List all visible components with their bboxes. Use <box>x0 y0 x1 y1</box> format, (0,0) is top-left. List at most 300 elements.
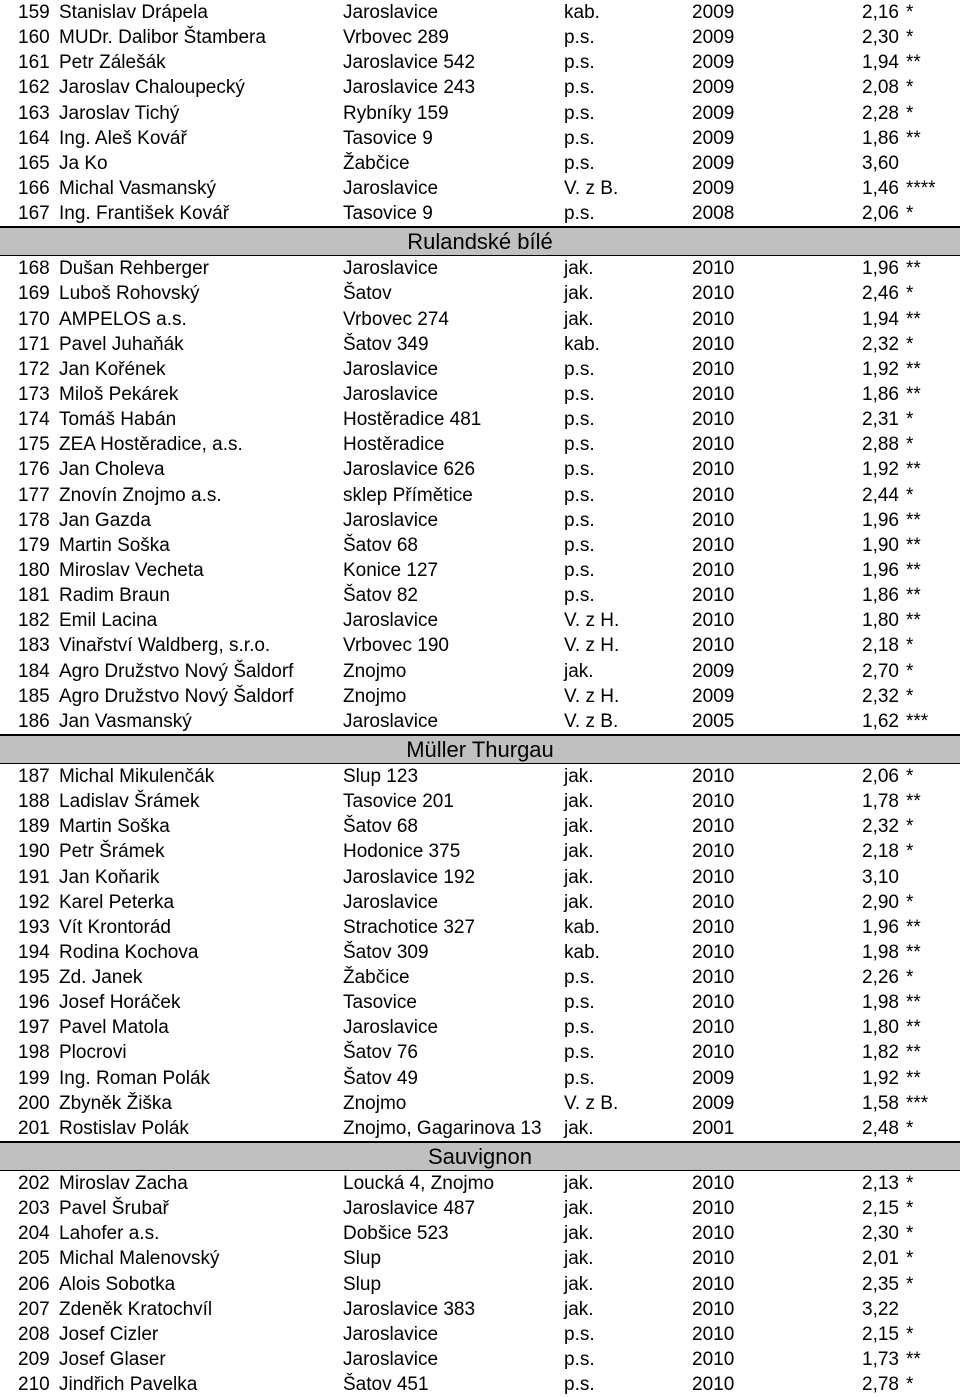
producer-name: Ing. František Kovář <box>59 203 230 225</box>
entry-number: 177 <box>18 484 50 506</box>
producer-name: Michal Mikulenčák <box>59 765 215 787</box>
rating-stars: * <box>906 1323 914 1345</box>
address: Strachotice 327 <box>343 916 476 938</box>
vintage-year: 2010 <box>692 916 735 938</box>
address: Vrbovec 190 <box>343 635 449 657</box>
vintage-year: 2010 <box>692 1198 735 1220</box>
score: 1,98 <box>862 941 899 963</box>
rating-stars: ** <box>906 52 921 74</box>
score: 2,13 <box>862 1173 899 1195</box>
vintage-year: 2010 <box>692 1042 735 1064</box>
address: Tasovice 201 <box>343 791 454 813</box>
entry-number: 182 <box>18 610 50 632</box>
category: kab. <box>564 916 600 938</box>
rating-stars: ** <box>906 559 921 581</box>
table-row <box>0 764 960 789</box>
table-row <box>0 151 960 176</box>
entry-number: 172 <box>18 358 50 380</box>
rating-stars: * <box>906 1248 914 1270</box>
vintage-year: 2005 <box>692 710 735 732</box>
category: p.s. <box>564 1042 595 1064</box>
producer-name: Jindřich Pavelka <box>59 1374 198 1396</box>
score: 1,80 <box>862 1017 899 1039</box>
address: Jaroslavice <box>343 1349 439 1371</box>
vintage-year: 2010 <box>692 434 735 456</box>
vintage-year: 2009 <box>692 660 735 682</box>
producer-name: Alois Sobotka <box>59 1273 176 1295</box>
category: V. z B. <box>564 710 619 732</box>
address: Jaroslavice <box>343 258 439 280</box>
table-row <box>0 256 960 281</box>
entry-number: 166 <box>18 177 50 199</box>
producer-name: Miroslav Zacha <box>59 1173 188 1195</box>
score: 2,31 <box>862 409 899 431</box>
producer-name: Josef Glaser <box>59 1349 166 1371</box>
category: V. z H. <box>564 610 620 632</box>
table-row <box>0 1040 960 1065</box>
rating-stars: * <box>906 967 914 989</box>
entry-number: 205 <box>18 1248 50 1270</box>
score: 1,46 <box>862 177 899 199</box>
score: 3,60 <box>862 152 899 174</box>
table-row <box>0 839 960 864</box>
producer-name: Jaroslav Tichý <box>59 102 180 124</box>
table-row <box>0 1015 960 1040</box>
address: Hostěradice <box>343 434 445 456</box>
score: 2,32 <box>862 685 899 707</box>
category: p.s. <box>564 358 595 380</box>
score: 2,06 <box>862 765 899 787</box>
category: jak. <box>564 1173 594 1195</box>
address: Znojmo <box>343 660 407 682</box>
vintage-year: 2010 <box>692 791 735 813</box>
section-header: Müller Thurgau <box>0 734 960 764</box>
entry-number: 188 <box>18 791 50 813</box>
address: Šatov 349 <box>343 333 429 355</box>
address: Jaroslavice <box>343 1017 439 1039</box>
entry-number: 198 <box>18 1042 50 1064</box>
entry-number: 209 <box>18 1349 50 1371</box>
category: p.s. <box>564 27 595 49</box>
vintage-year: 2010 <box>692 1017 735 1039</box>
entry-number: 200 <box>18 1092 50 1114</box>
address: Slup 123 <box>343 765 419 787</box>
address: Jaroslavice <box>343 383 439 405</box>
category: jak. <box>564 1273 594 1295</box>
vintage-year: 2010 <box>692 765 735 787</box>
score: 1,96 <box>862 509 899 531</box>
address: Jaroslavice <box>343 610 439 632</box>
score: 2,26 <box>862 967 899 989</box>
vintage-year: 2010 <box>692 1374 735 1396</box>
rating-stars: ** <box>906 1042 921 1064</box>
table-row <box>0 1372 960 1397</box>
vintage-year: 2010 <box>692 967 735 989</box>
producer-name: Jan Gazda <box>59 509 151 531</box>
category: V. z B. <box>564 1092 619 1114</box>
address: Hodonice 375 <box>343 841 461 863</box>
category: p.s. <box>564 534 595 556</box>
entry-number: 159 <box>18 2 50 23</box>
rating-stars: * <box>906 333 914 355</box>
entry-number: 169 <box>18 283 50 305</box>
vintage-year: 2010 <box>692 1323 735 1345</box>
score: 2,70 <box>862 660 899 682</box>
category: p.s. <box>564 559 595 581</box>
vintage-year: 2009 <box>692 1067 735 1089</box>
rating-stars: *** <box>906 1092 929 1114</box>
rating-stars: ** <box>906 941 921 963</box>
score: 3,22 <box>862 1298 899 1320</box>
address: Šatov 76 <box>343 1042 418 1064</box>
vintage-year: 2009 <box>692 52 735 74</box>
rating-stars: * <box>906 434 914 456</box>
score: 2,48 <box>862 1117 899 1139</box>
entry-number: 170 <box>18 308 50 330</box>
vintage-year: 2010 <box>692 509 735 531</box>
vintage-year: 2010 <box>692 610 735 632</box>
score: 2,01 <box>862 1248 899 1270</box>
rating-stars: ** <box>906 127 921 149</box>
category: V. z B. <box>564 177 619 199</box>
table-row <box>0 633 960 658</box>
category: p.s. <box>564 585 595 607</box>
category: p.s. <box>564 967 595 989</box>
vintage-year: 2009 <box>692 27 735 49</box>
table-row <box>0 201 960 226</box>
score: 1,96 <box>862 258 899 280</box>
rating-stars: ** <box>906 383 921 405</box>
producer-name: Radim Braun <box>59 585 170 607</box>
rating-stars: * <box>906 1198 914 1220</box>
producer-name: Karel Peterka <box>59 891 175 913</box>
producer-name: Agro Družstvo Nový Šaldorf <box>59 660 294 682</box>
category: jak. <box>564 866 594 888</box>
producer-name: Znovín Znojmo a.s. <box>59 484 222 506</box>
score: 2,08 <box>862 77 899 99</box>
vintage-year: 2010 <box>692 559 735 581</box>
rating-stars: ** <box>906 509 921 531</box>
entry-number: 192 <box>18 891 50 913</box>
table-row <box>0 1091 960 1116</box>
table-row <box>0 1322 960 1347</box>
vintage-year: 2009 <box>692 177 735 199</box>
category: p.s. <box>564 152 595 174</box>
table-row <box>0 1221 960 1246</box>
vintage-year: 2009 <box>692 1092 735 1114</box>
rating-stars: ** <box>906 791 921 813</box>
table-row <box>0 814 960 839</box>
score: 2,18 <box>862 635 899 657</box>
vintage-year: 2010 <box>692 1273 735 1295</box>
address: Jaroslavice <box>343 891 439 913</box>
address: Tasovice 9 <box>343 127 433 149</box>
producer-name: Pavel Matola <box>59 1017 169 1039</box>
address: Znojmo, Gagarinova 13 <box>343 1117 542 1139</box>
vintage-year: 2010 <box>692 459 735 481</box>
address: Jaroslavice <box>343 710 439 732</box>
table-row <box>0 659 960 684</box>
producer-name: Ing. Roman Polák <box>59 1067 211 1089</box>
producer-name: Pavel Šrubař <box>59 1198 169 1220</box>
table-row <box>0 25 960 50</box>
rating-stars: ** <box>906 585 921 607</box>
category: jak. <box>564 660 594 682</box>
category: p.s. <box>564 509 595 531</box>
address: Vrbovec 274 <box>343 308 449 330</box>
entry-number: 204 <box>18 1223 50 1245</box>
rating-stars: ** <box>906 610 921 632</box>
vintage-year: 2010 <box>692 409 735 431</box>
address: Vrbovec 289 <box>343 27 449 49</box>
category: jak. <box>564 765 594 787</box>
producer-name: Petr Šrámek <box>59 841 165 863</box>
vintage-year: 2010 <box>692 383 735 405</box>
score: 2,44 <box>862 484 899 506</box>
entry-number: 178 <box>18 509 50 531</box>
producer-name: Rodina Kochova <box>59 941 199 963</box>
producer-name: Michal Vasmanský <box>59 177 216 199</box>
table-row <box>0 508 960 533</box>
category: p.s. <box>564 434 595 456</box>
score: 1,86 <box>862 127 899 149</box>
producer-name: Petr Zálešák <box>59 52 166 74</box>
producer-name: Jan Koňarik <box>59 866 160 888</box>
entry-number: 206 <box>18 1273 50 1295</box>
score: 1,78 <box>862 791 899 813</box>
score: 2,78 <box>862 1374 899 1396</box>
score: 1,96 <box>862 559 899 581</box>
rating-stars: * <box>906 203 914 225</box>
table-row <box>0 789 960 814</box>
entry-number: 171 <box>18 333 50 355</box>
table-row <box>0 1246 960 1271</box>
table-row <box>0 307 960 332</box>
entry-number: 201 <box>18 1117 50 1139</box>
entry-number: 174 <box>18 409 50 431</box>
table-row <box>0 709 960 734</box>
table-row <box>0 0 960 25</box>
producer-name: Vinařství Waldberg, s.r.o. <box>59 635 271 657</box>
address: Šatov <box>343 283 392 305</box>
category: p.s. <box>564 1374 595 1396</box>
producer-name: Zdeněk Kratochvíl <box>59 1298 213 1320</box>
rating-stars: ** <box>906 1017 921 1039</box>
table-row <box>0 357 960 382</box>
table-row <box>0 176 960 201</box>
entry-number: 168 <box>18 258 50 280</box>
rating-stars: * <box>906 660 914 682</box>
vintage-year: 2010 <box>692 358 735 380</box>
entry-number: 195 <box>18 967 50 989</box>
entry-number: 173 <box>18 383 50 405</box>
vintage-year: 2001 <box>692 1117 735 1139</box>
rating-stars: ** <box>906 534 921 556</box>
producer-name: Josef Cizler <box>59 1323 159 1345</box>
producer-name: Ing. Aleš Kovář <box>59 127 187 149</box>
rating-stars: ** <box>906 916 921 938</box>
address: Rybníky 159 <box>343 102 449 124</box>
producer-name: Tomáš Habán <box>59 409 177 431</box>
producer-name: Jaroslav Chaloupecký <box>59 77 245 99</box>
rating-stars: * <box>906 1117 914 1139</box>
table-row <box>0 1116 960 1141</box>
table-row <box>0 865 960 890</box>
score: 1,96 <box>862 916 899 938</box>
category: jak. <box>564 308 594 330</box>
score: 2,15 <box>862 1323 899 1345</box>
section-header: Rulandské bílé <box>0 226 960 256</box>
table-row <box>0 1272 960 1297</box>
section-header: Sauvignon <box>0 1141 960 1171</box>
rating-stars: * <box>906 283 914 305</box>
score: 2,46 <box>862 283 899 305</box>
address: Jaroslavice <box>343 177 439 199</box>
vintage-year: 2009 <box>692 77 735 99</box>
rating-stars: * <box>906 1374 914 1396</box>
vintage-year: 2010 <box>692 534 735 556</box>
entry-number: 184 <box>18 660 50 682</box>
producer-name: Michal Malenovský <box>59 1248 220 1270</box>
producer-name: Emil Lacina <box>59 610 158 632</box>
vintage-year: 2010 <box>692 816 735 838</box>
entry-number: 180 <box>18 559 50 581</box>
entry-number: 187 <box>18 765 50 787</box>
category: jak. <box>564 891 594 913</box>
vintage-year: 2010 <box>692 585 735 607</box>
vintage-year: 2010 <box>692 1223 735 1245</box>
entry-number: 199 <box>18 1067 50 1089</box>
score: 1,82 <box>862 1042 899 1064</box>
vintage-year: 2009 <box>692 2 735 23</box>
category: p.s. <box>564 409 595 431</box>
producer-name: Pavel Juhaňák <box>59 333 184 355</box>
entry-number: 183 <box>18 635 50 657</box>
entry-number: 164 <box>18 127 50 149</box>
producer-name: Jan Kořének <box>59 358 166 380</box>
address: Hostěradice 481 <box>343 409 482 431</box>
entry-number: 167 <box>18 203 50 225</box>
score: 1,86 <box>862 585 899 607</box>
table-row <box>0 890 960 915</box>
entry-number: 165 <box>18 152 50 174</box>
vintage-year: 2010 <box>692 308 735 330</box>
producer-name: Luboš Rohovský <box>59 283 200 305</box>
score: 2,30 <box>862 1223 899 1245</box>
category: kab. <box>564 333 600 355</box>
address: Jaroslavice 626 <box>343 459 476 481</box>
category: kab. <box>564 941 600 963</box>
table-row <box>0 583 960 608</box>
rating-stars: ** <box>906 992 921 1014</box>
entry-number: 203 <box>18 1198 50 1220</box>
address: Dobšice 523 <box>343 1223 449 1245</box>
address: Jaroslavice <box>343 509 439 531</box>
table-row <box>0 1347 960 1372</box>
producer-name: Vít Krontorád <box>59 916 171 938</box>
producer-name: Miroslav Vecheta <box>59 559 204 581</box>
producer-name: Dušan Rehberger <box>59 258 209 280</box>
vintage-year: 2008 <box>692 203 735 225</box>
rating-stars: ** <box>906 1349 921 1371</box>
entry-number: 196 <box>18 992 50 1014</box>
entry-number: 189 <box>18 816 50 838</box>
vintage-year: 2010 <box>692 866 735 888</box>
vintage-year: 2010 <box>692 992 735 1014</box>
entry-number: 181 <box>18 585 50 607</box>
producer-name: Zbyněk Žiška <box>59 1092 172 1114</box>
score: 2,06 <box>862 203 899 225</box>
table-row <box>0 1196 960 1221</box>
address: Jaroslavice 487 <box>343 1198 476 1220</box>
table-row <box>0 457 960 482</box>
category: p.s. <box>564 1017 595 1039</box>
rating-stars: * <box>906 1273 914 1295</box>
producer-name: Plocrovi <box>59 1042 127 1064</box>
table-row <box>0 684 960 709</box>
score: 1,92 <box>862 459 899 481</box>
vintage-year: 2010 <box>692 941 735 963</box>
producer-name: Agro Družstvo Nový Šaldorf <box>59 685 294 707</box>
table-row <box>0 558 960 583</box>
address: Tasovice 9 <box>343 203 433 225</box>
table-row <box>0 1066 960 1091</box>
entry-number: 197 <box>18 1017 50 1039</box>
rating-stars: * <box>906 77 914 99</box>
entry-number: 162 <box>18 77 50 99</box>
table-row <box>0 483 960 508</box>
category: V. z H. <box>564 635 620 657</box>
address: Šatov 68 <box>343 534 418 556</box>
category: p.s. <box>564 484 595 506</box>
producer-name: MUDr. Dalibor Štambera <box>59 27 266 49</box>
vintage-year: 2010 <box>692 333 735 355</box>
table-row <box>0 126 960 151</box>
vintage-year: 2010 <box>692 891 735 913</box>
rating-stars: * <box>906 635 914 657</box>
entry-number: 160 <box>18 27 50 49</box>
category: jak. <box>564 1117 594 1139</box>
vintage-year: 2010 <box>692 484 735 506</box>
rating-stars: ** <box>906 308 921 330</box>
category: jak. <box>564 791 594 813</box>
category: p.s. <box>564 52 595 74</box>
category: p.s. <box>564 1067 595 1089</box>
score: 1,86 <box>862 383 899 405</box>
rating-stars: * <box>906 891 914 913</box>
address: Šatov 82 <box>343 585 418 607</box>
entry-number: 176 <box>18 459 50 481</box>
entry-number: 175 <box>18 434 50 456</box>
address: Slup <box>343 1248 382 1270</box>
table-row <box>0 432 960 457</box>
score: 2,88 <box>862 434 899 456</box>
vintage-year: 2010 <box>692 1173 735 1195</box>
entry-number: 161 <box>18 52 50 74</box>
category: p.s. <box>564 459 595 481</box>
rating-stars: * <box>906 816 914 838</box>
rating-stars: *** <box>906 710 929 732</box>
entry-number: 185 <box>18 685 50 707</box>
rating-stars: * <box>906 27 914 49</box>
score: 2,32 <box>862 816 899 838</box>
score: 1,73 <box>862 1349 899 1371</box>
score: 1,94 <box>862 52 899 74</box>
address: Šatov 309 <box>343 941 429 963</box>
producer-name: Stanislav Drápela <box>59 2 208 23</box>
table-row <box>0 533 960 558</box>
category: p.s. <box>564 1323 595 1345</box>
